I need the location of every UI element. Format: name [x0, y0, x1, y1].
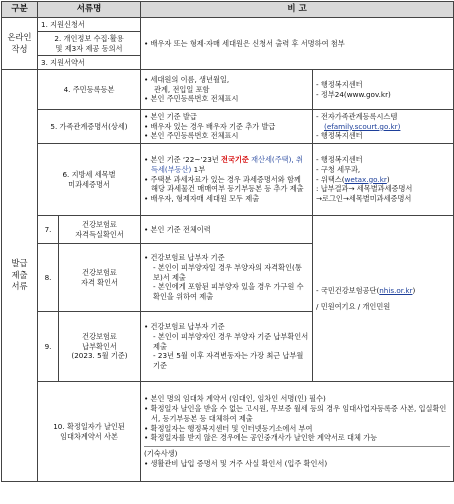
row5-side-2: - 행정복지센터: [316, 131, 363, 141]
nhis-side-2: / 민원여기요 / 개인민원: [316, 301, 391, 311]
issue-label-2: 제출: [11, 269, 28, 280]
table-row: [2, 216, 454, 244]
row5-side-1: - 전자가족관계등록시스템: [316, 111, 398, 121]
wetax-link[interactable]: wetax.go.kr: [344, 174, 387, 184]
row6-side-3: - 위택스(: [316, 174, 345, 184]
doc-name-9-line1: 건강보험료: [82, 331, 117, 341]
row6-item: • 본인 기준 ‘22~’23년 전국기준 재산세(주택), 취득세(부동산) 1부: [144, 155, 303, 174]
nhis-mid: ): [412, 285, 416, 295]
doc-name-4: 4. 주민등록등본: [38, 70, 141, 110]
row4-side-1: - 행정복지센터: [316, 79, 363, 89]
row6-side-1: - 행정복지센터: [316, 155, 363, 165]
nhis-line: [316, 286, 450, 296]
doc-name-6-line2: 미과세증명서: [68, 179, 110, 189]
doc-name-8-line1: 건강보험료: [82, 267, 117, 277]
required-documents-table: [1, 1, 454, 482]
issue-category-cell: [2, 70, 38, 482]
row7-num: 7.: [38, 216, 59, 244]
row4-side: [313, 70, 454, 110]
table-row: [2, 18, 454, 32]
row9-sub: - 본인이 피부양자인 경우 부양자 기준 납부확인서 제출: [153, 331, 309, 351]
row4-item: • 세대원의 이름, 생년월일,: [144, 74, 230, 84]
row10-item: • 본인 명의 임대차 계약서 (임대인, 임차인 서명(인) 필수): [144, 394, 326, 404]
doc-name-7-line2: 자격득실확인서: [75, 229, 124, 239]
row9-sub: - 23년 5월 이후 자격변동자는 가장 최근 납부월 기준: [153, 351, 304, 371]
table-header-row: [2, 2, 454, 18]
efamily-link-text[interactable]: (efamily.scourt.go.kr): [324, 121, 401, 131]
doc-name-8-line2: 자격 확인서: [81, 277, 119, 287]
row6-side: [313, 144, 454, 216]
doc-name-7: [59, 216, 141, 244]
row5-item: • 본인 기준 발급: [144, 111, 197, 121]
dormitory-heading: (기숙사생): [144, 446, 450, 459]
issue-label-1: 발급: [11, 258, 28, 269]
doc-name-8: [59, 244, 141, 312]
row5-item: • 배우자 있는 경우 배우자 기준 추가 발급: [144, 121, 276, 131]
row4-item: 관계, 전입일 포함: [154, 84, 210, 94]
row6-side-3-end: ): [386, 174, 390, 184]
wetax-line: [316, 175, 450, 185]
doc-name-2-line2: 및 제3자 제공 동의서: [55, 43, 123, 53]
header-category: 구분: [2, 2, 38, 18]
row5-side: [313, 110, 454, 144]
table-row: [2, 70, 454, 110]
row10-item: • 확정일자 날인을 받을 수 없는 고시원, 무보증 월세 등의 경우 임대사업자등록증 사본, 입실확인서, 등기부등본 등 대체하여 제출: [144, 404, 447, 423]
row6-side-5: →로그인→세목별미과세증명서: [316, 194, 412, 204]
row6-item: • 주택분 과세자료가 있는 경우 과세증명서와 함께 해당 과세물건 매매여부 등기부등본 등 추가 제출: [144, 174, 304, 194]
row6-i1-red: 전국기준: [221, 155, 249, 165]
doc-name-10-line2: 임대차계약서 사본: [60, 431, 118, 441]
row8-items: [141, 244, 313, 312]
doc-name-9: [59, 312, 141, 382]
row10-items: [141, 382, 454, 482]
nhis-side: [313, 216, 454, 382]
doc-name-3: 3. 지원서약서: [38, 56, 141, 70]
row6-side-4: : 납부결과→ 세목별과세증명서: [316, 184, 413, 194]
header-document-name: 서류명: [38, 2, 141, 18]
table-row: [2, 382, 454, 482]
row4-side-2: - 정부24(www.gov.kr): [316, 89, 391, 99]
nhis-link[interactable]: nhis.or.kr: [379, 285, 413, 295]
row8-item: • 건강보험료 납부자 기준: [144, 253, 225, 263]
doc-name-2: [38, 32, 141, 56]
doc-name-5: 5. 가족관계증명서(상세): [38, 110, 141, 144]
online-note: • 배우자 또는 형제·자매 세대원은 신청서 출력 후 서명하여 첨부: [141, 18, 454, 70]
table-row: [2, 110, 454, 144]
row9-items: [141, 312, 313, 382]
row5-item: • 본인 주민등록번호 전체표시: [144, 131, 239, 141]
row8-num: 8.: [38, 244, 59, 312]
row5-items: [141, 110, 313, 144]
doc-name-7-line1: 건강보험료: [82, 219, 117, 229]
row7-item: • 본인 기준 전체이력: [144, 224, 211, 234]
row10-item: • 확정일자를 받지 않은 경우에는 공인중개사가 날인한 계약서로 대체 가능: [144, 433, 378, 443]
nhis-pre: - 국민건강보험공단(: [316, 285, 380, 295]
row9-num: 9.: [38, 312, 59, 382]
doc-name-9-line3: (2023. 5월 기준): [71, 351, 128, 361]
row9-item: • 건강보험료 납부자 기준: [144, 322, 225, 332]
row4-items: [141, 70, 313, 110]
row7-items: [141, 216, 313, 244]
row6-i1-post: 1부: [191, 164, 206, 174]
doc-name-9-line2: 납부확인서: [82, 341, 117, 351]
row10-extra: • 생활관비 납입 증명서 및 거주 사실 확인서 (입주 확인서): [144, 458, 328, 468]
row6-i1-blue: 재산세(주택), 취득세(부동산): [151, 155, 303, 174]
doc-name-6: [38, 144, 141, 216]
online-label-2: 작성: [11, 43, 28, 54]
doc-name-1: 1. 지원신청서: [38, 18, 141, 32]
online-label-1: 온라인: [7, 31, 32, 42]
doc-name-10-line1: 10. 확정일자가 날인된: [53, 421, 125, 431]
doc-name-10: [38, 382, 141, 482]
row6-item: • 배우자, 형제자매 세대원 모두 제출: [144, 194, 260, 204]
row10-item: • 확정일자는 행정복지센터 및 인터넷등기소에서 부여: [144, 423, 313, 433]
row8-sub: - 본인이 피부양자일 경우 부양자의 자격확인(통보)서 제출: [153, 262, 302, 282]
online-category-cell: [2, 18, 38, 70]
issue-label-3: 서류: [11, 281, 28, 292]
table-row: [2, 144, 454, 216]
row6-i1-pre: 본인 기준 ‘22~’23년: [150, 155, 222, 165]
header-remarks: 비 고: [141, 2, 454, 18]
row6-items: [141, 144, 313, 216]
efamily-link[interactable]: [316, 122, 450, 132]
doc-name-6-line1: 6. 지방세 세목별: [62, 169, 116, 179]
row4-item: • 본인 주민등록번호 전체표시: [144, 94, 239, 104]
row8-sub: - 본인에게 포함된 피부양자 있을 경우 가구원 수 확인을 위하여 제출: [153, 282, 304, 302]
row6-side-2: - 구청 세무과,: [316, 164, 361, 174]
doc-name-2-line1: 2. 개인정보 수집·활용: [54, 33, 124, 43]
